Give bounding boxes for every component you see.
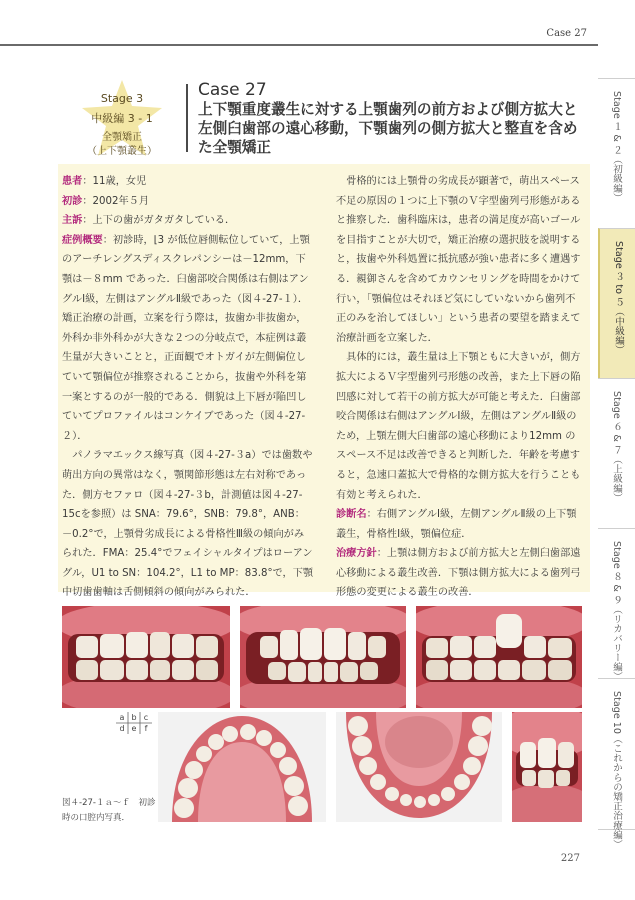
sidebar-tab-label: Stage ３ to ５（中級編） <box>613 241 624 355</box>
key-b: b <box>131 713 137 722</box>
case-title: 上下顎重度叢生に対する上顎歯列の前方および側方拡大と左側臼歯部の遠心移動，下顎歯列の側方拡大と整直を含めた全顎矯正 <box>198 101 578 156</box>
diagnosis-paragraph <box>336 505 582 544</box>
sidebar-tab-stage-1-2[interactable] <box>598 78 635 229</box>
complaint-label: 主訴 <box>62 215 83 227</box>
photo-d-upper-occlusal <box>158 712 326 822</box>
photo-f-frontal-closeup <box>512 712 582 822</box>
complaint-text: ：上下の歯がガタガタしている． <box>82 215 236 227</box>
photo-a-right-lateral <box>62 606 230 708</box>
sidebar-tab-label: Stage ６ & ７（上級編） <box>611 391 622 503</box>
sidebar-tab-stage-6-7[interactable] <box>598 378 635 529</box>
key-d: d <box>119 724 125 733</box>
stage-level: 中級編 3 - 1 <box>91 112 153 125</box>
stage-subtopic: （上下顎叢生） <box>87 146 157 157</box>
complaint-paragraph <box>62 211 314 231</box>
text-column-left <box>62 172 314 603</box>
skeletal-paragraph: 骨格的には上顎骨の劣成長が顕著で，萌出スペース不足の原因の１つに上下顎のＶ字型歯列弓形態があると推察した．歯科臨床は，患者の満足度が高いゴールを目指すことが大切で，矯正治療の選択肢を説明すると，抜歯や外科処置に抵抗感が強い患者に多く遭遇する．親御さんを含めてカウンセリングを時間をかけて行い，「顎偏位はそれほど気にしていないから歯列不正のみを治してほしい」という患者の要望を踏まえて治療計画を立案した． <box>336 176 581 344</box>
first-visit-text: ：2002年５月 <box>82 195 150 207</box>
patient-text: ：11歳，女児 <box>82 176 147 187</box>
sidebar-tab-stage-3-5[interactable] <box>598 228 635 379</box>
sidebar-tab-label: Stage １ & ２（初級編） <box>611 91 622 203</box>
first-visit-paragraph <box>62 192 314 212</box>
running-head <box>0 0 635 48</box>
photo-b-frontal <box>240 606 406 708</box>
plan-paragraph <box>336 544 582 603</box>
figure-caption: 図４-27-１ａ～ｆ 初診時の口腔内写真． <box>62 798 156 823</box>
photo-c-left-lateral <box>416 606 582 708</box>
overview-text: ：初診時，⌊3 が低位唇側転位していて，上顎のアーチレングスディスクレパンシーは－12mm，下顎は－８mm であった．臼歯部咬合関係は右側はアングルⅠ級，左側はアングルⅡ級であった（図４-27-１）．矯正治療の計画，立案を行う際は，抜歯か非抜歯か，外科か非外科かが大きな２つの分岐点で，本症例は叢生量が大きいことと，正面観でオトガイが左側偏位していて顎偏位が推察されることから，抜歯や外科を第一案とするのが一般的である．側貌は上下唇が陥凹していてプロファイルはコンケイブであった（図４-27-２）． <box>62 234 310 442</box>
key-c: c <box>143 713 149 722</box>
diagnosis-text: ：右側アングルⅠ級，左側アングルⅡ級の上下顎叢生，骨格性Ⅰ級，顎偏位症． <box>336 509 577 540</box>
stage-label: Stage 3 <box>100 92 144 105</box>
stage-topic: 全顎矯正 <box>102 132 142 143</box>
overview-paragraph <box>62 231 314 447</box>
plan-label: 治療方針 <box>336 548 377 560</box>
sidebar-tab-label: Stage ８ & ９（リカバリー編） <box>611 541 622 682</box>
stage-badge <box>78 78 166 160</box>
specific-paragraph: 具体的には，叢生量は上下顎ともに大きいが，側方拡大によるＶ字型歯列弓形態の改善，また上下唇の陥凹感に対して若干の前方拡大が可能と考えた．臼歯部咬合関係は右側はアングルⅠ級，左側はアングルⅡ級のため，上顎左側大臼歯部の遠心移動により12mm のスペース不足は改善できると判断した．年齢を考慮すると，急速口蓋拡大で骨格的な側方拡大を行うことも有効と考えられた． <box>336 352 581 501</box>
photo-e-lower-occlusal <box>336 712 502 822</box>
sidebar-tab-stage-8-9[interactable] <box>598 528 635 682</box>
figure-key-grid <box>116 712 152 734</box>
plan-text: ：上顎は側方および前方拡大と左側臼歯部遠心移動による叢生改善．下顎は側方拡大による歯列弓形態の変更による叢生の改善． <box>336 548 581 599</box>
sidebar-tab-stage-10[interactable] <box>598 678 635 850</box>
header-rule <box>0 44 598 46</box>
page-number: 227 <box>560 853 580 864</box>
title-rule <box>186 84 188 152</box>
case-number: Case 27 <box>198 80 267 100</box>
overview-label: 症例概要 <box>62 234 103 246</box>
sidebar-tab-label: Stage 10（これからの矯正治療編） <box>611 691 622 850</box>
text-column-right <box>336 172 582 603</box>
patient-paragraph <box>62 172 314 192</box>
key-e: e <box>131 724 137 733</box>
stage-sidebar <box>598 78 635 850</box>
panorama-paragraph: パノラマエックス線写真（図４-27-３a）では歯数や萌出方向の異常はなく，顎関節形態は左右対称であった．側方セファロ（図４-27-３b，計測値は図４-27-15cを参照）は SNA：79.6°，SNB：79.8°，ANB：－0.2°で，上顎骨劣成長による骨格性Ⅲ級の傾向がみられた．FMA：25.4°でフェイシャルタイプはローアングル，U1 to SN：104.2°，L1 to MP：83.8°で，下顎中切歯歯軸は舌側傾斜の傾向がみられた． <box>62 450 314 599</box>
key-a: a <box>119 713 125 722</box>
patient-label: 患者 <box>62 176 83 187</box>
key-f: f <box>144 724 148 733</box>
first-visit-label: 初診 <box>62 195 83 207</box>
diagnosis-label: 診断名 <box>336 509 367 521</box>
running-title: Case 27 <box>546 28 587 39</box>
